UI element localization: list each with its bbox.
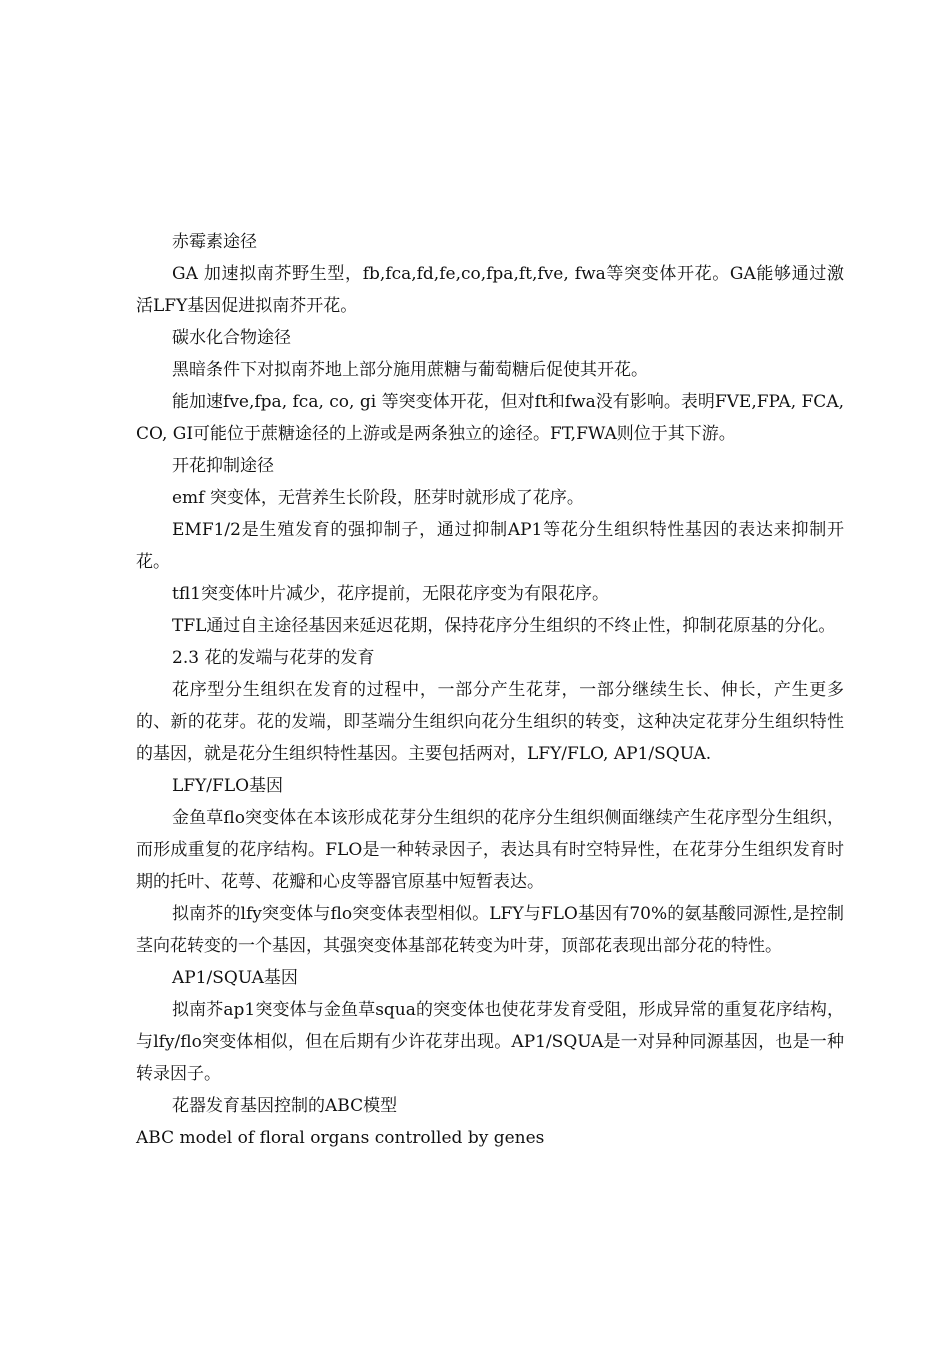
section-heading-carbohydrate: 碳水化合物途径	[172, 328, 291, 348]
paragraph-tfl-function: TFL通过自主途径基因来延迟花期，保持花序分生组织的不终止性，抑制花原基的分化。	[172, 616, 836, 636]
section-heading-ap1-squa: AP1/SQUA基因	[172, 968, 298, 988]
paragraph-emf-mutant: emf 突变体，无营养生长阶段，胚芽时就形成了花序。	[172, 488, 584, 508]
paragraph-carbohydrate-1: 黑暗条件下对拟南芥地上部分施用蔗糖与葡萄糖后促使其开花。	[172, 360, 648, 380]
section-heading-2-3: 2.3 花的发端与花芽的发育	[172, 648, 375, 668]
section-heading-lfy-flo: LFY/FLO基因	[172, 776, 284, 796]
paragraph-gibberellin: GA 加速拟南芥野生型，fb,fca,fd,fe,co,fpa,ft,fve, fwa等突变体开花。GA能够通过激活LFY基因促进拟南芥开花。	[136, 264, 844, 316]
paragraph-floral-initiation: 花序型分生组织在发育的过程中，一部分产生花芽，一部分继续生长、伸长，产生更多的、新的花芽。花的发端，即茎端分生组织向花分生组织的转变，这种决定花芽分生组织特性的基因，就是花分生组织特性基因。主要包括两对，LFY/FLO, AP1/SQUA.	[136, 680, 844, 764]
paragraph-flo-mutant: 金鱼草flo突变体在本该形成花芽分生组织的花序分生组织侧面继续产生花序型分生组织，而形成重复的花序结构。FLO是一种转录因子，表达具有时空特异性，在花芽分生组织发育时期的托叶、花萼、花瓣和心皮等器官原基中短暂表达。	[136, 808, 844, 892]
paragraph-tfl1-mutant: tfl1突变体叶片减少，花序提前，无限花序变为有限花序。	[172, 584, 609, 604]
paragraph-abc-model-english: ABC model of floral organs controlled by genes	[136, 1128, 545, 1148]
section-heading-gibberellin: 赤霉素途径	[172, 232, 257, 252]
paragraph-ap1-mutant: 拟南芥ap1突变体与金鱼草squa的突变体也使花芽发育受阻，形成异常的重复花序结构，与lfy/flo突变体相似，但在后期有少许花芽出现。AP1/SQUA是一对异种同源基因，也是一种转录因子。	[136, 1000, 844, 1084]
section-heading-inhibition: 开花抑制途径	[172, 456, 274, 476]
paragraph-carbohydrate-2: 能加速fve,fpa, fca, co, gi 等突变体开花，但对ft和fwa没有影响。表明FVE,FPA, FCA, CO, GI可能位于蔗糖途径的上游或是两条独立的途径。FT,FWA则位于其下游。	[136, 392, 844, 444]
document-body	[136, 226, 844, 1154]
paragraph-lfy-mutant: 拟南芥的lfy突变体与flo突变体表型相似。LFY与FLO基因有70%的氨基酸同源性,是控制茎向花转变的一个基因，其强突变体基部花转变为叶芽，顶部花表现出部分花的特性。	[136, 904, 844, 956]
section-heading-abc-model: 花器发育基因控制的ABC模型	[172, 1096, 398, 1116]
paragraph-emf-repressor: EMF1/2是生殖发育的强抑制子，通过抑制AP1等花分生组织特性基因的表达来抑制开花。	[136, 520, 844, 572]
